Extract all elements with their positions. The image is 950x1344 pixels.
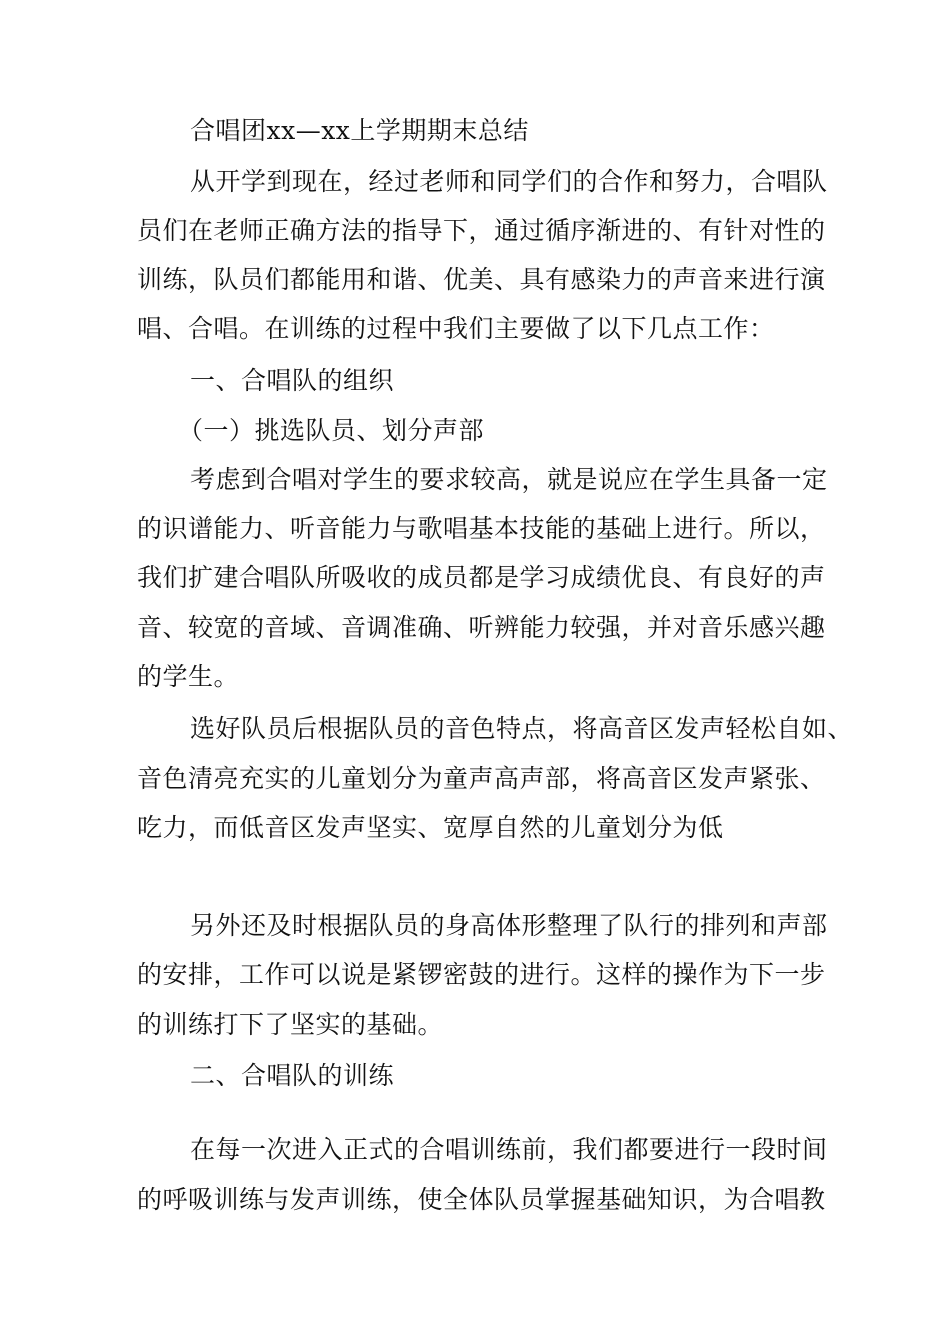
paragraph-line: 在每一次进入正式的合唱训练前，我们都要进行一段时间 <box>190 1135 828 1164</box>
document-title: 合唱团xx—xx上学期期末总结 <box>190 116 529 145</box>
paragraph-line: 从开学到现在，经过老师和同学们的合作和努力，合唱队 <box>190 167 828 196</box>
paragraph-line: 员们在老师正确方法的指导下，通过循序渐进的、有针对性的 <box>137 216 826 245</box>
paragraph-line: 唱、合唱。在训练的过程中我们主要做了以下几点工作： <box>137 314 775 343</box>
subsection-heading: （一）挑选队员、划分声部 <box>178 416 485 445</box>
paragraph-line: 我们扩建合唱队所吸收的成员都是学习成绩优良、有良好的声 <box>137 563 826 592</box>
paragraph-line: 的训练打下了坚实的基础。 <box>137 1010 444 1039</box>
paragraph-line: 音、较宽的音域、音调准确、听辨能力较强，并对音乐感兴趣 <box>137 613 826 642</box>
paragraph-line: 的学生。 <box>137 662 240 691</box>
paragraph-line: 选好队员后根据队员的音色特点，将高音区发声轻松自如、 <box>190 714 854 743</box>
paragraph-line: 音色清亮充实的儿童划分为童声高声部，将高音区发声紧张、 <box>137 764 826 793</box>
paragraph-line: 考虑到合唱对学生的要求较高，就是说应在学生具备一定 <box>190 465 828 494</box>
section-heading: 二、合唱队的训练 <box>190 1061 395 1090</box>
paragraph-line: 训练，队员们都能用和谐、优美、具有感染力的声音来进行演 <box>137 265 826 294</box>
paragraph-line: 的呼吸训练与发声训练，使全体队员掌握基础知识，为合唱教 <box>137 1185 826 1214</box>
section-heading: 一、合唱队的组织 <box>190 366 395 395</box>
paragraph-line: 的识谱能力、听音能力与歌唱基本技能的基础上进行。所以， <box>137 514 826 543</box>
paragraph-line: 的安排，工作可以说是紧锣密鼓的进行。这样的操作为下一步 <box>137 960 826 989</box>
paragraph-line: 另外还及时根据队员的身高体形整理了队行的排列和声部 <box>190 911 828 940</box>
paragraph-line: 吃力，而低音区发声坚实、宽厚自然的儿童划分为低 <box>137 813 724 842</box>
